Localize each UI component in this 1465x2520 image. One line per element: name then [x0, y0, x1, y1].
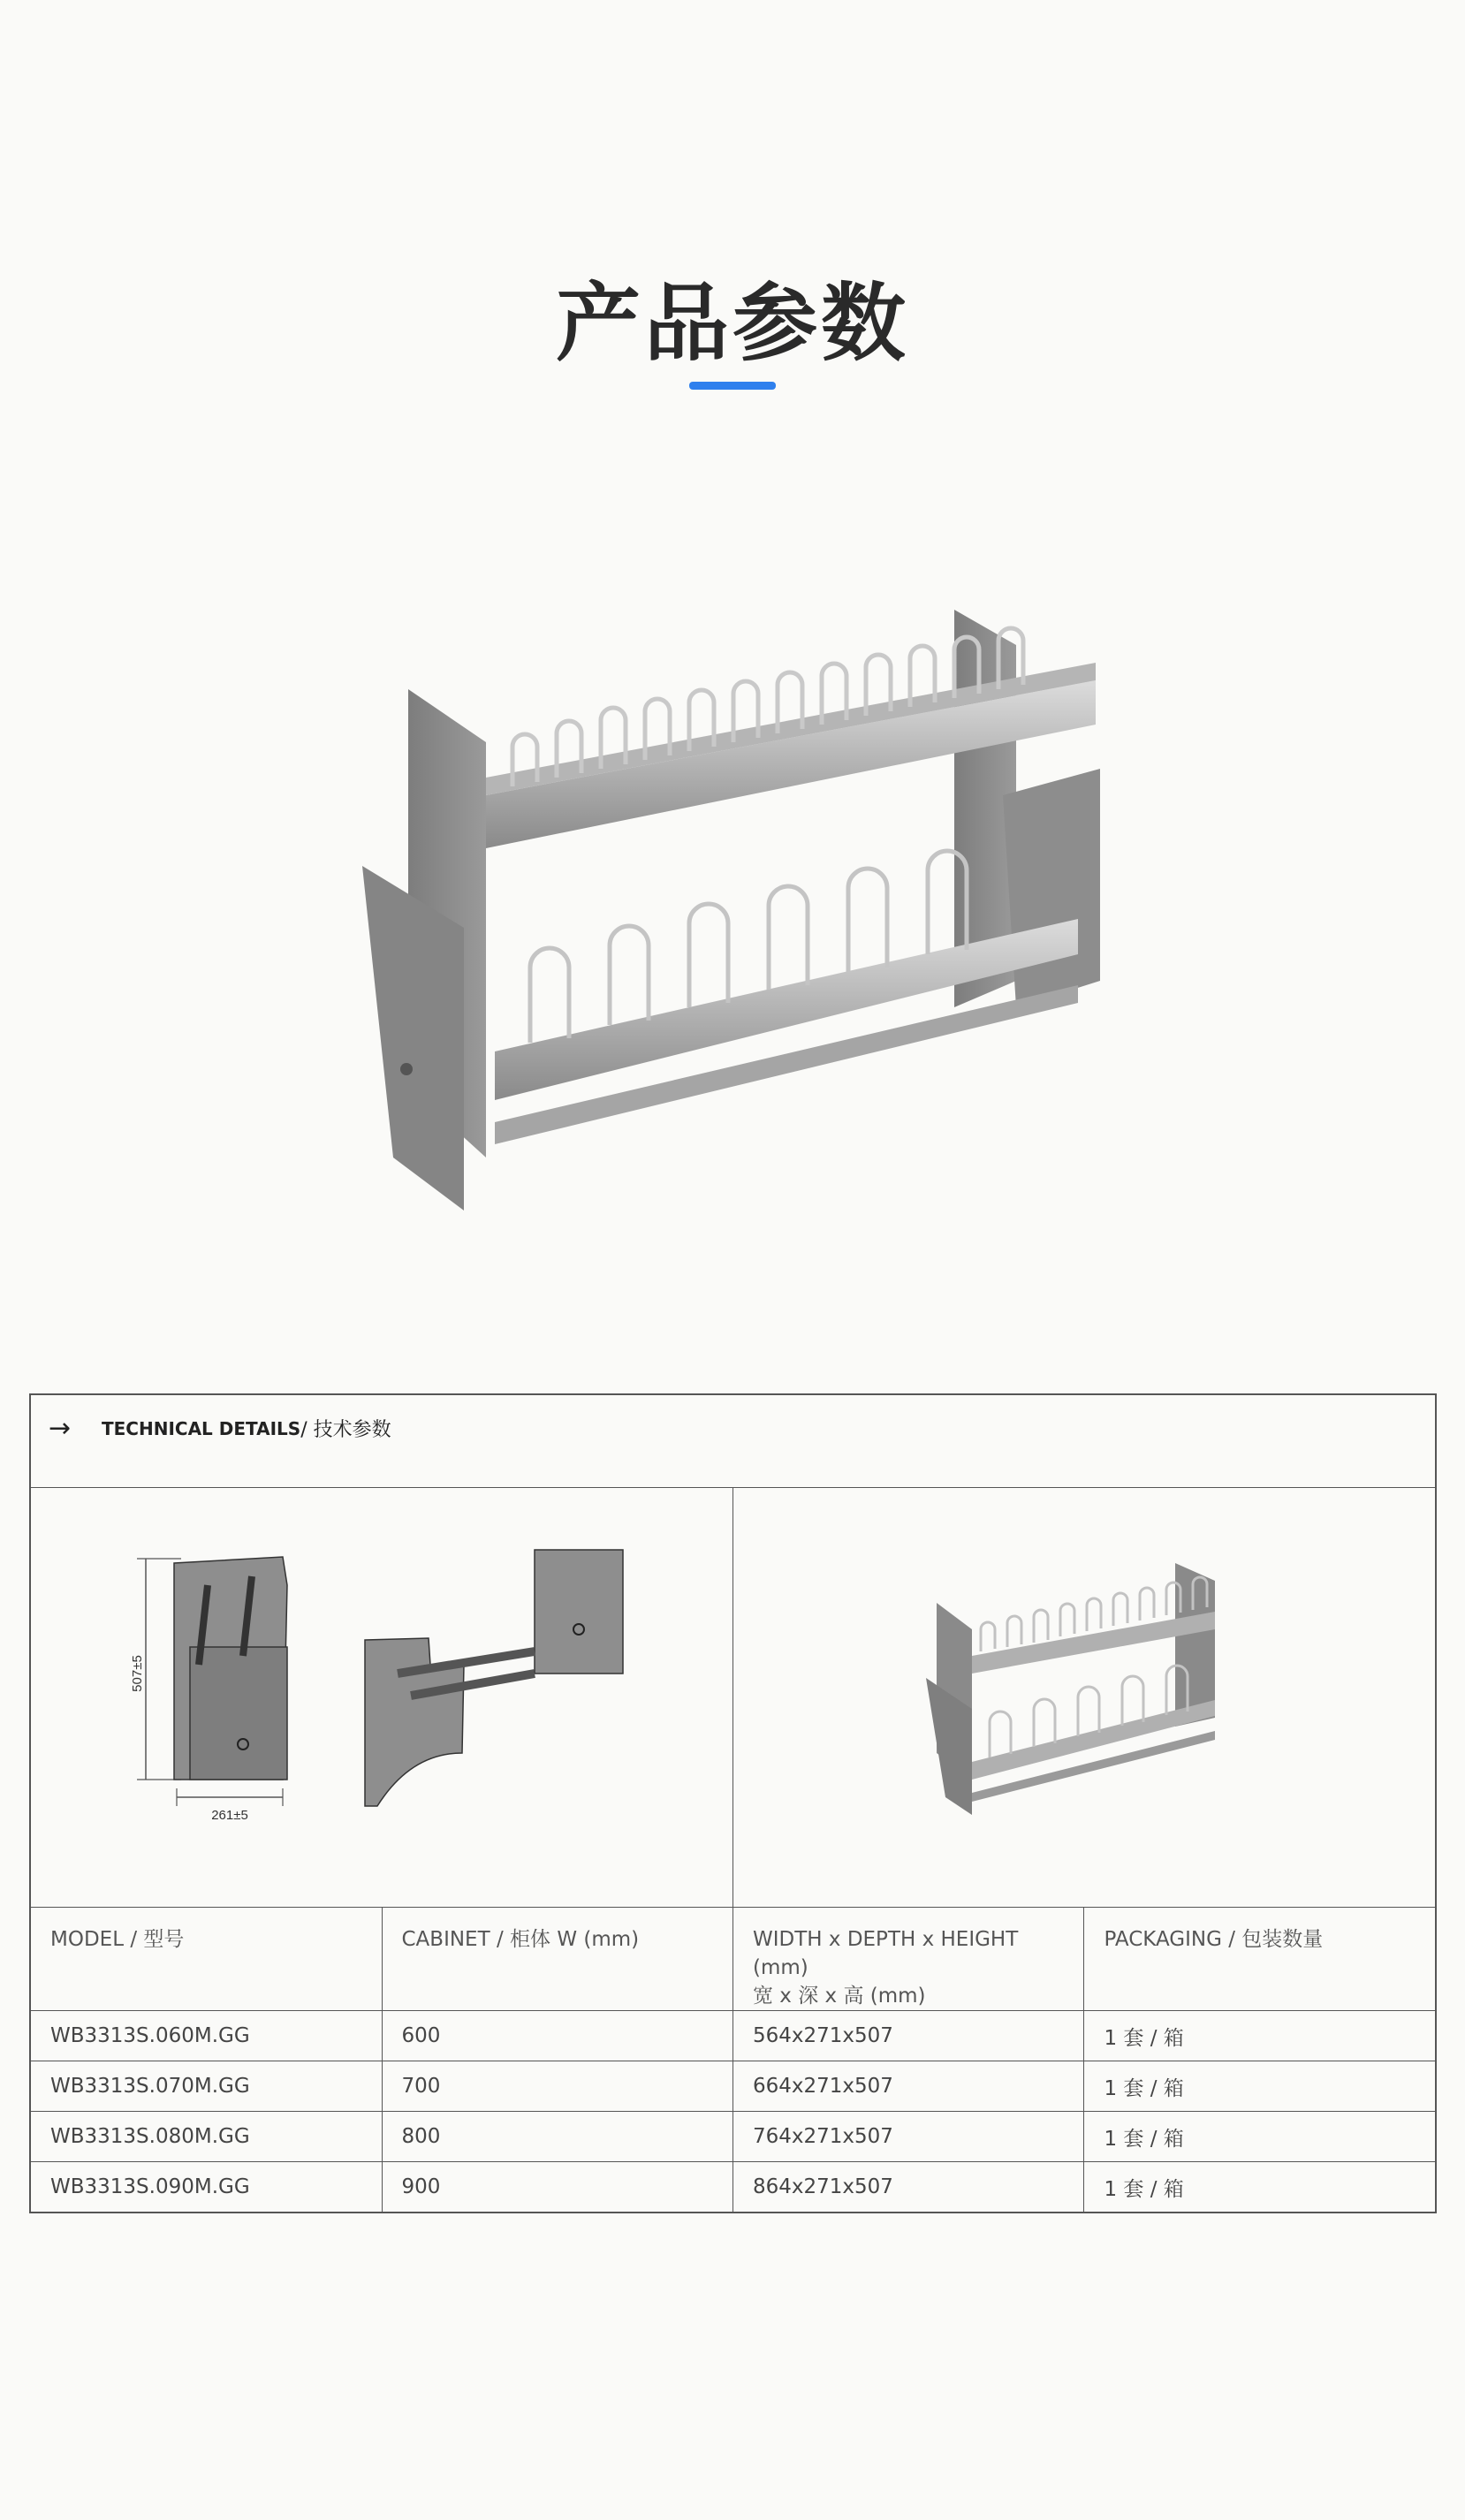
size-cell: 664x271x507	[753, 2075, 893, 2098]
size-cell: 764x271x507	[753, 2125, 893, 2148]
column-header-packaging: PACKAGING / 包装数量	[1084, 1908, 1436, 2011]
packaging-cell: 1 套 / 箱	[1104, 2127, 1184, 2151]
dish-rack-product-image	[353, 592, 1113, 1211]
technical-details-table	[29, 1393, 1437, 2213]
cabinet-cell: 800	[401, 2125, 441, 2148]
packaging-cell: 1 套 / 箱	[1104, 2177, 1184, 2201]
table-row	[30, 2011, 1436, 2061]
table-row	[30, 2112, 1436, 2162]
model-cell: WB3313S.090M.GG	[50, 2175, 250, 2198]
depth-dimension-label: 261±5	[211, 1808, 248, 1823]
cabinet-cell: 700	[401, 2075, 441, 2098]
cabinet-cell: 900	[401, 2175, 441, 2198]
size-cell: 864x271x507	[753, 2175, 893, 2198]
dimension-drawing	[31, 1488, 732, 1903]
cabinet-cell: 600	[401, 2024, 441, 2047]
product-thumbnail-cell	[733, 1488, 1437, 1908]
table-row	[30, 2061, 1436, 2112]
technical-details-label-cn: / 技术参数	[300, 1419, 391, 1441]
packaging-cell: 1 套 / 箱	[1104, 2076, 1184, 2100]
column-header-dimensions: WIDTH x DEPTH x HEIGHT (mm) 宽 x 深 x 高 (mm)	[733, 1908, 1084, 2011]
column-header-model: MODEL / 型号	[30, 1908, 382, 2011]
dish-rack-thumbnail	[733, 1488, 1435, 1903]
model-cell: WB3313S.070M.GG	[50, 2075, 250, 2098]
table-row	[30, 2162, 1436, 2213]
model-cell: WB3313S.080M.GG	[50, 2125, 250, 2148]
column-header-cabinet: CABINET / 柜体 W (mm)	[382, 1908, 733, 2011]
height-dimension-label: 507±5	[130, 1655, 145, 1692]
size-cell: 564x271x507	[753, 2024, 893, 2047]
dimension-drawing-cell	[30, 1488, 733, 1908]
packaging-cell: 1 套 / 箱	[1104, 2026, 1184, 2050]
technical-details-header	[30, 1394, 1436, 1488]
title-underline	[689, 382, 776, 390]
technical-details-label-en: TECHNICAL DETAILS	[102, 1417, 301, 1439]
model-cell: WB3313S.060M.GG	[50, 2024, 250, 2047]
page-title: 产品参数	[556, 274, 909, 373]
arrow-right-icon: →	[49, 1413, 72, 1444]
